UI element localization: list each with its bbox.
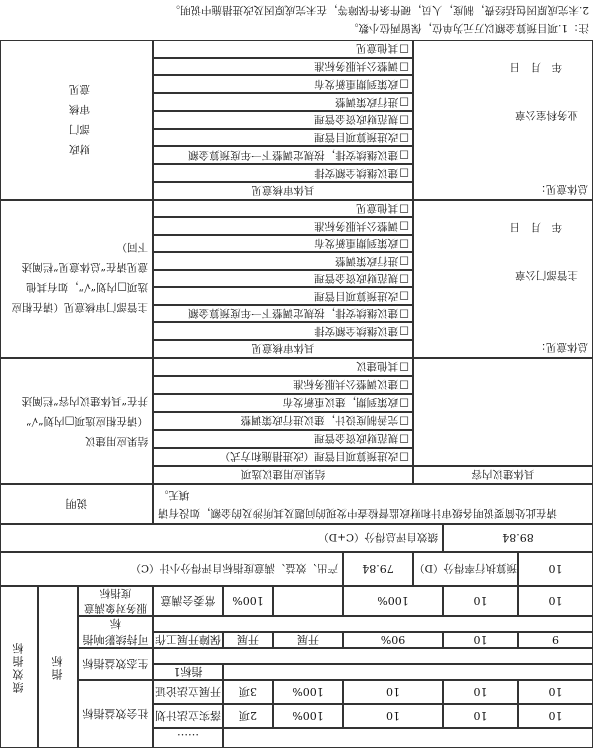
option-text: □ 规范财政资金管理: [314, 113, 399, 126]
score-text: 10: [548, 594, 563, 608]
indicator-cell: [153, 586, 223, 616]
target-cell: [273, 704, 343, 728]
option-text: □ 规范财政资金管理: [314, 272, 399, 285]
results-col2-text: 具体建议内容: [471, 468, 535, 481]
score-cell: [518, 680, 593, 704]
results-option[interactable]: [153, 430, 413, 448]
subtotal-label: [0, 552, 343, 586]
dept-option[interactable]: [153, 305, 413, 323]
option-text: □ 调整公共服务标准: [314, 219, 399, 232]
weight-cell: [443, 632, 518, 648]
results-content-box[interactable]: [413, 358, 593, 466]
indicator-text: 保障开展工作: [155, 633, 221, 646]
weight-text: 10: [473, 594, 488, 608]
option-text: □ 进行政策调整: [335, 254, 399, 267]
option-text: □ 建议继续安排，按规定调整下一年度预算金额: [188, 148, 399, 161]
option-text: □ 完善制度设计，建议进行政策调整: [240, 414, 399, 427]
dept-opinion-box[interactable]: [413, 200, 593, 358]
indicator-cell: [153, 632, 223, 648]
empty-cell: [223, 728, 593, 748]
dept-option[interactable]: [153, 288, 413, 306]
budget-value: [518, 552, 593, 586]
subtotal-value: [343, 552, 413, 586]
dept-col1-text: 具体审核意见: [251, 342, 315, 355]
actual-text: 100%: [377, 594, 409, 608]
finance-option[interactable]: [153, 76, 413, 94]
actual-cell: [343, 632, 443, 648]
dept-label-line-3: 意见请在“总体意见”栏阐述: [21, 261, 148, 273]
results-col2-header: [413, 466, 593, 484]
option-text: □ 进行政策调整: [335, 95, 399, 108]
note-line-1: 注：1.项目预算金额以万元为单位，保留两位小数。: [347, 22, 589, 34]
dept-label-line-4: 下同）: [116, 241, 148, 253]
dept-label-line-2: 选项□内划“√”，如有其他: [26, 281, 148, 293]
perf-col-header: [38, 586, 78, 748]
finance-label-line-4: 意见: [69, 83, 90, 95]
results-label: [0, 358, 153, 484]
dept-option[interactable]: [153, 235, 413, 253]
budget-label: [413, 552, 518, 586]
indicator-text: ……: [177, 731, 199, 745]
results-label-line-2: （请在相应选项□内划“√”: [26, 415, 148, 427]
finance-option[interactable]: [153, 93, 413, 111]
dept-seal-label: 主管部门公章: [515, 269, 578, 281]
results-label-line-3: 并在“具体建议内容”栏阐述: [21, 395, 148, 407]
option-text: □ 调整公共服务标准: [314, 60, 399, 73]
indicator-cell: [153, 704, 223, 728]
results-option[interactable]: [153, 448, 413, 466]
dept-col1-header: [153, 340, 413, 358]
dept-option[interactable]: [153, 253, 413, 271]
option-text: □ 建议继续全额安排: [314, 324, 399, 337]
finance-opinion-box[interactable]: [413, 40, 593, 200]
target-cell: [273, 586, 343, 616]
option-text: □ 规范财政资金管理: [314, 432, 399, 445]
finance-option[interactable]: [153, 147, 413, 165]
group-satisfaction-label: [78, 586, 153, 616]
option-text: □ 其他意见: [356, 202, 399, 215]
explanation-line-2: 填无。: [158, 489, 190, 501]
finance-overall-opinion-label: 总体意见：: [535, 183, 588, 195]
empty-cell: [153, 616, 593, 632]
group-social-label: [78, 680, 153, 748]
option-text: □ 建议继续安排，按规定调整下一年度预算金额: [188, 307, 399, 320]
unit-text: 100%: [232, 594, 264, 608]
finance-option[interactable]: [153, 40, 413, 58]
finance-seal-label: 业务科室公章: [515, 109, 578, 121]
dept-option[interactable]: [153, 200, 413, 218]
finance-label-line-3: 审核: [69, 103, 90, 115]
weight-text: 10: [473, 685, 488, 699]
unit-text: 2项: [239, 709, 257, 722]
option-text: □ 改进预算项目管理（改进措施和方式）: [219, 450, 399, 463]
explanation-label: [0, 484, 153, 524]
indicator-text: 常委会满意: [160, 594, 216, 607]
perf-outer-label: [0, 586, 38, 748]
results-option[interactable]: [153, 394, 413, 412]
option-text: □ 政策到期重新发布: [314, 77, 399, 90]
dept-option[interactable]: [153, 270, 413, 288]
weight-cell: [443, 680, 518, 704]
finance-option[interactable]: [153, 58, 413, 76]
score-text: 10: [548, 709, 563, 723]
score-cell: [518, 586, 593, 616]
indicator-text: 指标1: [173, 665, 203, 678]
target-text: 开展: [297, 633, 319, 646]
explanation-label-text: 说明: [65, 497, 88, 510]
finance-label-line-2: 部门: [69, 123, 90, 135]
actual-cell: [343, 680, 443, 704]
unit-cell: [223, 680, 273, 704]
results-option[interactable]: [153, 358, 413, 376]
group-eco-label: [78, 648, 153, 680]
unit-cell: [223, 586, 273, 616]
actual-cell: [343, 586, 443, 616]
option-text: □ 其他意见: [356, 42, 399, 55]
empty-cell: [223, 664, 593, 680]
results-col1-text: 结果应用建议选项: [241, 468, 325, 481]
indicator-cell: [153, 728, 223, 748]
explanation-line-1: 请在此处简要说明各级审计和财政监督检查中发现的问题及其所涉及的金额，如没有请: [158, 507, 557, 519]
subtotal-label-text: 产出、效益、满意度指标自评得分小计（C）: [130, 562, 338, 575]
total-value: [443, 524, 593, 552]
indicator-cell: [153, 680, 223, 704]
option-text: □ 其他建议: [356, 360, 399, 373]
results-option[interactable]: [153, 412, 413, 430]
empty-cell: [153, 648, 593, 664]
actual-text: 90%: [380, 633, 406, 647]
dept-label: [0, 200, 153, 358]
finance-option[interactable]: [153, 111, 413, 129]
option-text: □ 建议继续全额安排: [314, 166, 399, 179]
unit-text: 3项: [239, 685, 257, 698]
group-eco-text: 生态效益指标: [82, 657, 149, 670]
score-text: 9: [552, 633, 559, 647]
target-text: 100%: [292, 685, 324, 699]
weight-cell: [443, 704, 518, 728]
total-label-text: 绩效自评总得分（C+D）: [318, 531, 438, 544]
weight-cell: [443, 586, 518, 616]
score-cell: [518, 632, 593, 648]
unit-text: 开展: [237, 633, 259, 646]
group-social-text: 社会效益指标: [82, 707, 149, 720]
finance-date-label: 年 月 日: [509, 61, 562, 73]
finance-col1-header: [153, 182, 413, 200]
actual-text: 10: [386, 709, 400, 723]
dept-option[interactable]: [153, 218, 413, 236]
results-col1-header: [153, 466, 413, 484]
option-text: □ 改进预算项目管理: [314, 289, 399, 302]
option-text: □ 政策到期，建议重新发布: [282, 396, 399, 409]
group-sustain-text: 可持续影响指标: [82, 617, 149, 646]
budget-value-text: 10: [548, 562, 563, 576]
indicator-text: 落实立法计划: [155, 709, 221, 722]
perf-col-header-text: 指标: [51, 654, 64, 680]
weight-text: 10: [473, 633, 488, 647]
target-cell: [273, 632, 343, 648]
finance-option[interactable]: [153, 129, 413, 147]
finance-label: [0, 40, 153, 200]
option-text: □ 政策到期重新发布: [314, 237, 399, 250]
results-label-line-1: 结果应用建议: [85, 435, 148, 447]
dept-option[interactable]: [153, 323, 413, 341]
budget-label-text: 预算执行率得分（D）: [414, 562, 517, 575]
total-value-text: 89.84: [502, 531, 534, 545]
unit-cell: [223, 704, 273, 728]
perf-outer-label-text: 绩效指标: [12, 641, 25, 693]
finance-option[interactable]: [153, 164, 413, 182]
actual-cell: [343, 704, 443, 728]
actual-text: 10: [386, 685, 400, 699]
score-text: 10: [548, 685, 563, 699]
weight-text: 10: [473, 709, 488, 723]
results-option[interactable]: [153, 376, 413, 394]
option-text: □ 建议调整公共服务标准: [293, 378, 399, 391]
indicator-cell: [153, 664, 223, 680]
dept-date-label: 年 月 日: [509, 221, 562, 233]
dept-label-line-1: 主管部门审核意见（请在相应: [11, 301, 148, 313]
group-sustain-label: [78, 616, 153, 648]
subtotal-value-text: 79.84: [362, 562, 394, 576]
finance-label-line-1: 财政: [69, 143, 90, 155]
target-cell: [273, 680, 343, 704]
score-cell: [518, 704, 593, 728]
target-text: 100%: [292, 709, 324, 723]
group-satisfaction-text: 服务对象满意度指标: [84, 587, 147, 614]
explanation-body: [153, 484, 593, 524]
unit-cell: [223, 632, 273, 648]
note-line-2: 2.未完成原因包括经费，制度，人员，硬件条件保障等，在未完成原因及改进措施中说明。: [169, 4, 589, 16]
option-text: □ 改进预算项目管理: [314, 131, 399, 144]
total-label: [0, 524, 443, 552]
dept-overall-opinion-label: 总体意见：: [535, 341, 588, 353]
indicator-text: 开展立法论证: [155, 685, 221, 698]
finance-col1-text: 具体审核意见: [251, 184, 315, 197]
